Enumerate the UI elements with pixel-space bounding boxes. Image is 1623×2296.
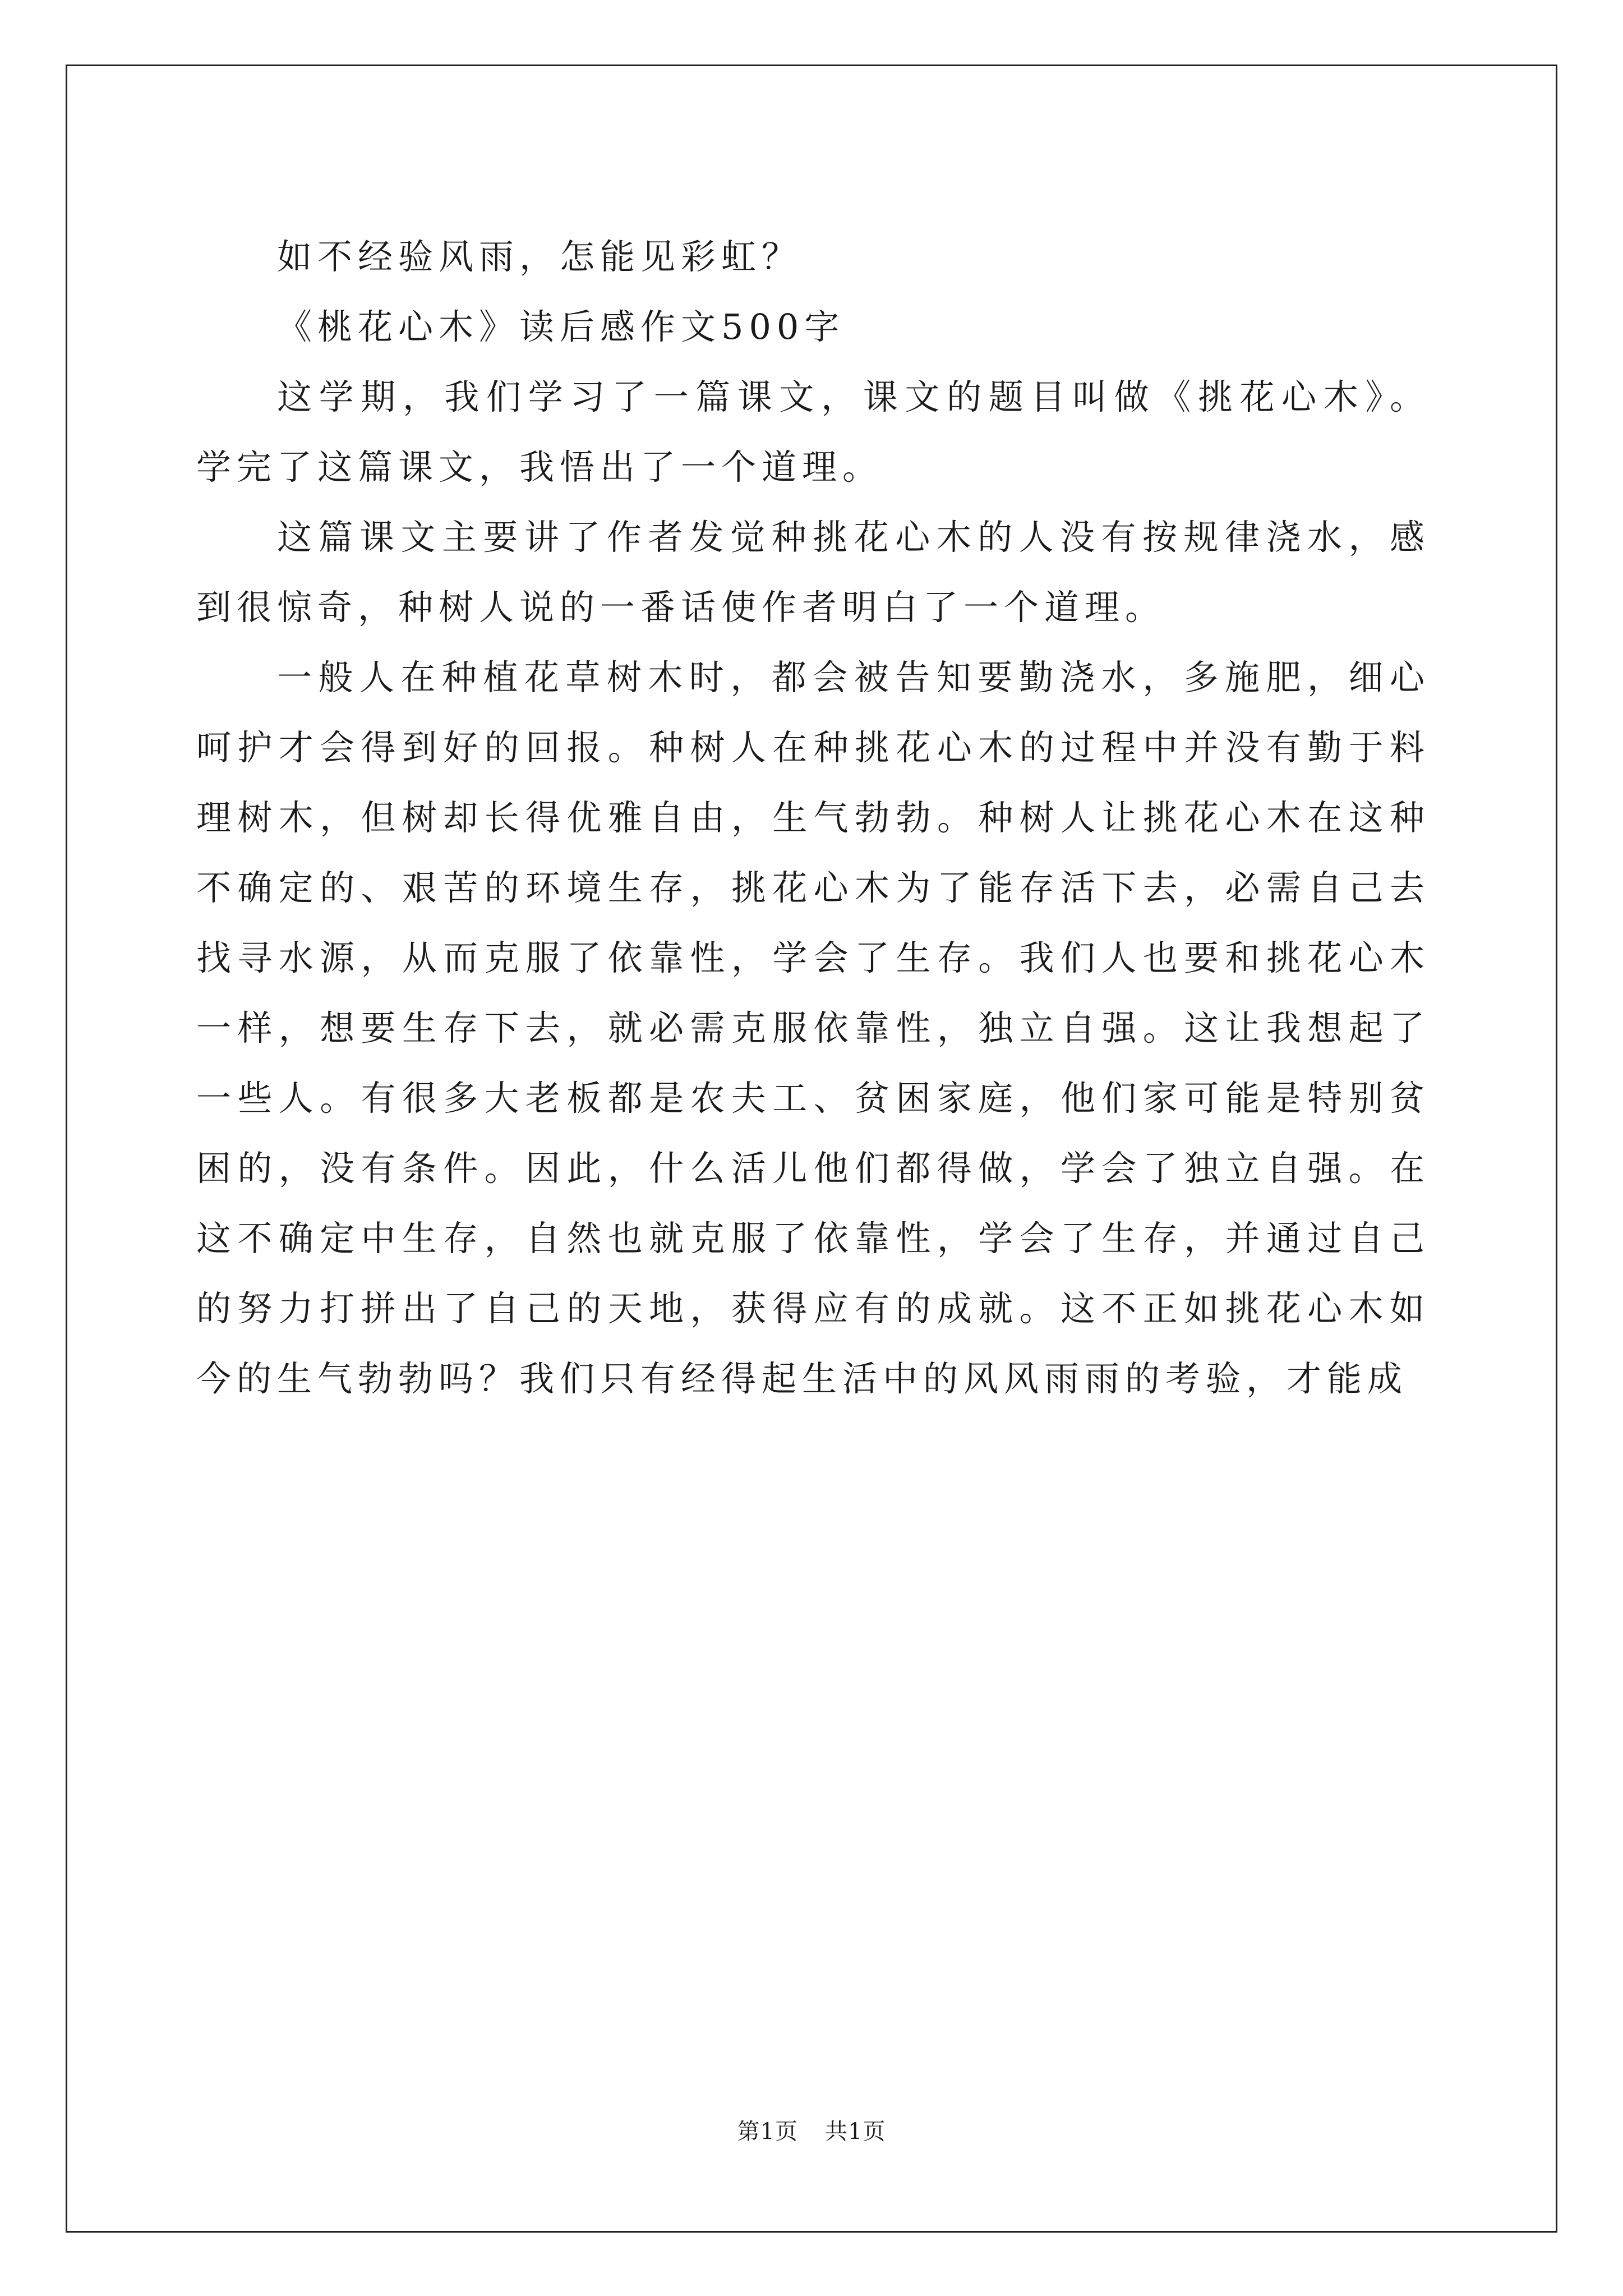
page-footer (0, 2114, 1623, 2146)
paragraph: 如不经验风雨，怎能见彩虹？ (277, 236, 803, 277)
essay-title: 《桃花心木》读后感作文500字 (277, 306, 845, 347)
paragraph: 一般人在种植花草树木时，都会被告知要勤浇水，多施肥，细心呵护才会得到好的回报。种树人在种挑花心木的过程中并没有勤于料理树木，但树却长得优雅自由，生气勃勃。种树人让挑花心木在这种不确定的、艰苦的环境生存，挑花心木为了能存活下去，必需自己去找寻水源，从而克服了依靠性，学会了生存。我们人也要和挑花心木一样，想要生存下去，就必需克服依靠性，独立自强。这让我想起了一些人。有很多大老板都是农夫工、贫困家庭，他们家可能是特别贫困的，没有条件。因此，什么活儿他们都得做，学会了独立自强。在这不确定中生存，自然也就克服了依靠性，学会了生存，并通过自己的努力打拼出了自己的天地，获得应有的成就。这不正如挑花心木如今的生气勃勃吗？我们只有经得起生活中的风风雨雨的考验，才能成 (196, 657, 1430, 1399)
document-body (196, 222, 1430, 1414)
paragraph: 这学期，我们学习了一篇课文，课文的题目叫做《挑花心木》。学完了这篇课文，我悟出了一个道理。 (196, 376, 1430, 487)
page-total: 共1页 (825, 2119, 886, 2145)
paragraph: 这篇课文主要讲了作者发觉种挑花心木的人没有按规律浇水，感到很惊奇，种树人说的一番话使作者明白了一个道理。 (196, 517, 1430, 628)
page-number: 第1页 (737, 2119, 798, 2145)
